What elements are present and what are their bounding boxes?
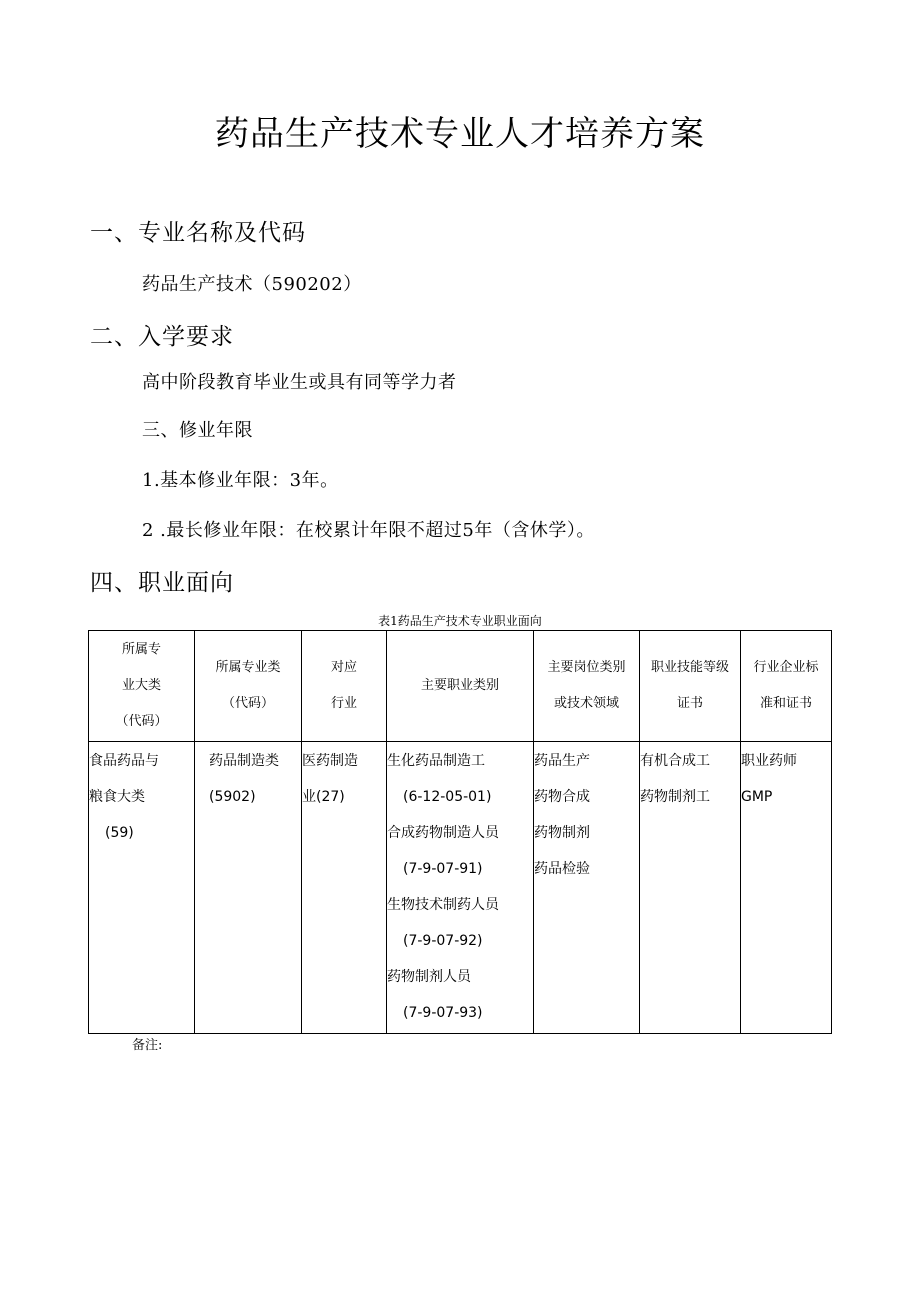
header-major-category: 所属专 业大类 （代码） xyxy=(89,631,195,742)
header-industry-standard: 行业企业标 准和证书 xyxy=(741,631,832,742)
section-heading-2: 二、入学要求 xyxy=(90,324,234,350)
cell-major-class: 药品制造类 (5902) xyxy=(195,742,302,1034)
occupation-table xyxy=(88,630,832,1034)
header-occupation-category: 主要职业类别 xyxy=(387,631,534,742)
table-row xyxy=(89,742,832,1034)
admission-requirement: 高中阶段教育毕业生或具有同等学力者 xyxy=(142,372,457,393)
cell-industry-standard: 职业药师 GMP xyxy=(741,742,832,1034)
header-position-category: 主要岗位类别 或技术领域 xyxy=(534,631,640,742)
cell-skill-certificate: 有机合成工 药物制剂工 xyxy=(640,742,741,1034)
section-heading-3: 三、修业年限 xyxy=(142,420,253,441)
page-title: 药品生产技术专业人才培养方案 xyxy=(215,114,705,154)
header-skill-certificate: 职业技能等级 证书 xyxy=(640,631,741,742)
cell-position-category: 药品生产 药物合成 药物制剂 药品检验 xyxy=(534,742,640,1034)
section-heading-4: 四、职业面向 xyxy=(90,570,234,596)
table-caption: 表1药品生产技术专业职业面向 xyxy=(378,614,542,628)
header-industry: 对应 行业 xyxy=(302,631,387,742)
cell-major-category: 食品药品与 粮食大类 (59) xyxy=(89,742,195,1034)
section-heading-1: 一、专业名称及代码 xyxy=(90,220,306,246)
cell-occupation-category: 生化药品制造工 (6-12-05-01) 合成药物制造人员 (7-9-07-91) 生物技术制药人员 (7-9-07-92) 药物制剂人员 (7-9-07-93) xyxy=(387,742,534,1034)
table-note: 备注: xyxy=(132,1038,163,1053)
header-major-class: 所属专业类 （代码） xyxy=(195,631,302,742)
basic-study-duration: 1.基本修业年限：3年。 xyxy=(142,470,339,491)
max-study-duration: 2 .最长修业年限：在校累计年限不超过5年（含休学）。 xyxy=(142,520,595,541)
cell-industry: 医药制造 业(27) xyxy=(302,742,387,1034)
major-name-code: 药品生产技术（590202） xyxy=(142,274,362,295)
table-header-row xyxy=(89,631,832,742)
